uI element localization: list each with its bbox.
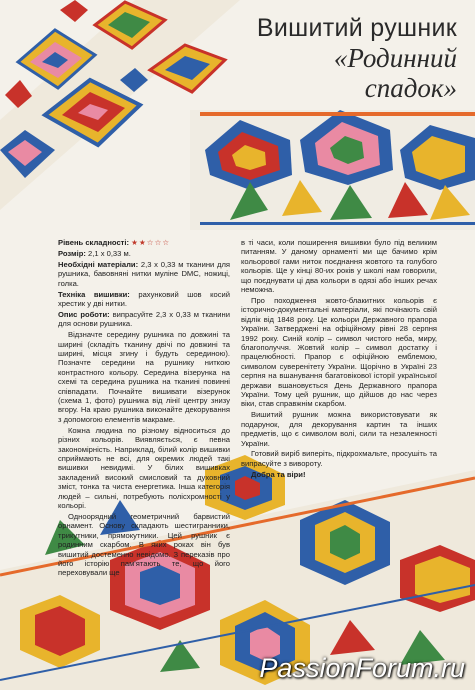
paragraph: Одноорядний геометричний барвистий орнамент. Основу складають шестигранники, трикутники, прямокутники. Цей рушник є родинним скарбом. В яких роках він був вишитий достеменно невідомо. З переказів про його історію пам'ятають те, що його переховували ще — [58, 511, 230, 578]
work-line — [58, 310, 230, 329]
difficulty-stars-icon: ★★☆☆☆ — [131, 238, 171, 247]
difficulty-line — [58, 238, 230, 247]
watermark: PassionForum.ru — [259, 653, 465, 683]
size-value: 2,1 х 0,33 м. — [88, 248, 131, 258]
technique-value: рахунковий шов косий хрестик у дві нитки. — [58, 289, 230, 308]
difficulty-label: Рівень складності: — [58, 238, 130, 247]
technique-line — [58, 290, 230, 309]
title-line-3: спадок» — [364, 73, 457, 103]
right-column — [241, 238, 437, 481]
towel-top-right — [190, 110, 475, 230]
left-column — [58, 238, 230, 579]
article-title — [197, 14, 457, 103]
paragraph: в ті часи, коли поширення вишивки було під великим питанням. У даному орнаменті ми ще бачимо крім кольорової гами ниток поєднання жовтого та голубого кольорів. Ще у кінці 80-их років у школі нам говорили, що поєднувати ці два кольори в одязі або інших речах неможна. — [241, 238, 437, 295]
work-label: Опис роботи: — [58, 309, 110, 319]
paragraph: Кожна людина по різному відноситься до різних кольорів. Виявляється, є певна закономірність. Наприклад, білий колір вишивки сприймають не всі, для окремих людей такі вишивки невидимі. У білих вишивках закладений високий смисловий та духовний зміст, тонка та чиста енергетика. Інша категорія людей – сильні, потребують полісхромності у кольорі. — [58, 425, 230, 510]
materials-label: Необхідні матеріали: — [58, 259, 139, 269]
title-line-2: «Родинний — [333, 43, 457, 73]
materials-line — [58, 260, 230, 288]
title-line-1: Вишитий рушник — [256, 14, 457, 42]
paragraph: Готовий виріб виперіть, підкрохмальте, просушіть та випрасуйте з вивороту. — [241, 449, 437, 468]
work-value: випрасуйте 2,3 х 0,33 м тканини для основи рушника. — [58, 309, 230, 329]
closing-line: Добра та віри! — [251, 469, 306, 479]
materials-value: 2,3 х 0,33 м тканини для рушника, бавовняні нитки муліне DMC, ножиці, голка. — [58, 259, 230, 288]
size-label: Розмір: — [58, 248, 86, 258]
paragraph: Відзначте середину рушника по довжині та ширині (складіть тканину двічі по довжині та ширині, місця згину і будуть серединою). Позначте середини на рушнику ниткою контрастного кольору. Середина візерунка на схемі та середина рушника на тканині повинні співпадати. Почнайте вишивати візерунок (схема 1, фото) рушника від лінії центру знизу вгору. На краю рушника виконайте декорування з допомогою елементів макраме. — [58, 330, 230, 424]
technique-label: Техніка вишивки: — [58, 289, 130, 299]
paragraph: Вишитий рушник можна використовувати як подарунок, для декорування картин та інших предметів, що є символом волі, сили та незалежності України. — [241, 410, 437, 448]
paragraph: Про походження жовто-блакитних кольорів є історично-документальні матеріали, які почінають свій відлік від 1848 року. Це кольори Державного прапора України. Затверджені на офіційному рівні 28 серпня 1992 року. Синій колір – символ чистого неба, миру, благополуччя. Жовтий колір – символ достатку і працелюбності. Прапор є офіційною емблемою, символом суверенітету України. Щорічно в Україні 23 серпня на вшанування багатовікової історії української держави вшановується День Державного прапора України. Тому цей рушник, що дійшов до нас через віки, став справжнім скарбом. — [241, 295, 437, 409]
size-line — [58, 249, 230, 258]
